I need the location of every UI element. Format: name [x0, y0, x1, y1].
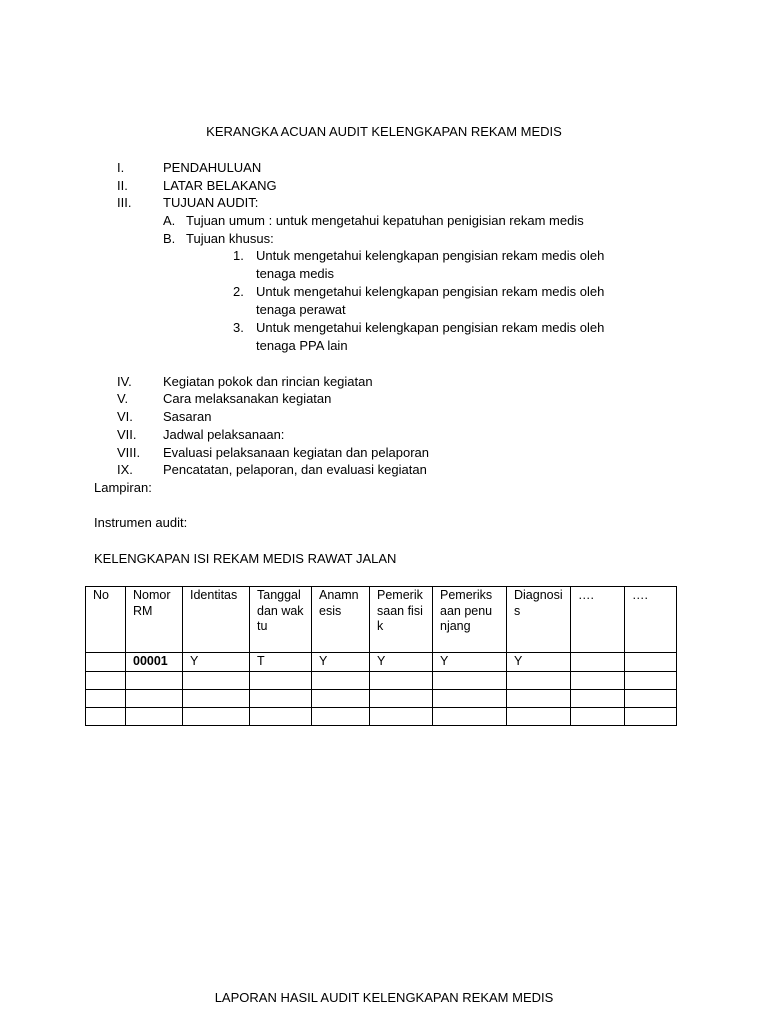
table-cell [507, 707, 571, 725]
footer-title: LAPORAN HASIL AUDIT KELENGKAPAN REKAM MEDIS [214, 990, 554, 1005]
list-number: 3. [233, 320, 244, 335]
table-cell [126, 689, 183, 707]
table-cell [86, 671, 126, 689]
table-cell [370, 707, 433, 725]
table-row [86, 671, 677, 689]
table-cell: Y [183, 653, 250, 672]
table-cell [86, 653, 126, 672]
table-cell: Y [312, 653, 370, 672]
section-number: IX. [117, 462, 133, 477]
section-heading: Sasaran [163, 409, 212, 424]
table-cell [571, 689, 625, 707]
list-item-line: Untuk mengetahui kelengkapan pengisian rekam medis oleh [256, 284, 605, 299]
section-heading: Pencatatan, pelaporan, dan evaluasi kegiatan [163, 462, 427, 477]
table-cell [250, 707, 312, 725]
table-cell [86, 707, 126, 725]
table-header-row [86, 587, 677, 653]
section-heading: PENDAHULUAN [163, 160, 262, 175]
section-number: I. [117, 160, 125, 175]
table-cell [625, 653, 677, 672]
column-header: Diagnosis [507, 587, 571, 653]
section-heading: LATAR BELAKANG [163, 178, 277, 193]
table-cell [625, 689, 677, 707]
table-cell [183, 671, 250, 689]
column-header: Pemeriksaan fisik [370, 587, 433, 653]
column-header: No [86, 587, 126, 653]
list-item-line: Untuk mengetahui kelengkapan pengisian rekam medis oleh [256, 320, 605, 335]
table-row [86, 689, 677, 707]
list-number: 1. [233, 248, 244, 263]
section-number: VII. [117, 427, 137, 442]
table-cell [433, 689, 507, 707]
section-number: V. [117, 391, 129, 406]
table-cell [183, 707, 250, 725]
table-cell: T [250, 653, 312, 672]
list-item-line: tenaga medis [256, 266, 335, 281]
table-row [86, 653, 677, 672]
table-cell [370, 671, 433, 689]
table-cell [370, 689, 433, 707]
lampiran-label: Lampiran: [94, 480, 152, 495]
list-item-line: tenaga PPA lain [256, 338, 348, 353]
table-cell [183, 689, 250, 707]
column-header: Identitas [183, 587, 250, 653]
section-heading: Kegiatan pokok dan rincian kegiatan [163, 374, 373, 389]
audit-table [85, 586, 677, 726]
table-cell [571, 653, 625, 672]
table-cell [571, 671, 625, 689]
instrumen-label: Instrumen audit: [94, 515, 188, 530]
list-item-line: tenaga perawat [256, 302, 346, 317]
table-cell [312, 689, 370, 707]
table-cell [625, 671, 677, 689]
section-number: III. [117, 195, 132, 210]
column-header: Tanggal dan waktu [250, 587, 312, 653]
table-cell [507, 671, 571, 689]
table-cell [250, 671, 312, 689]
table-cell: Y [507, 653, 571, 672]
document-title: KERANGKA ACUAN AUDIT KELENGKAPAN REKAM MEDIS [206, 124, 562, 139]
list-letter: B. [163, 231, 176, 246]
table-cell [507, 689, 571, 707]
table-cell [571, 707, 625, 725]
section-number: VIII. [117, 445, 141, 460]
section-heading: Jadwal pelaksanaan: [163, 427, 285, 442]
section-number: VI. [117, 409, 133, 424]
column-header: Anamnesis [312, 587, 370, 653]
table-title: KELENGKAPAN ISI REKAM MEDIS RAWAT JALAN [94, 551, 397, 566]
table-cell: Y [433, 653, 507, 672]
section-number: IV. [117, 374, 132, 389]
section-heading: TUJUAN AUDIT: [163, 195, 259, 210]
table-cell [250, 689, 312, 707]
list-item-line: Untuk mengetahui kelengkapan pengisian rekam medis oleh [256, 248, 605, 263]
table-cell [312, 671, 370, 689]
table-cell [126, 707, 183, 725]
section-number: II. [117, 178, 128, 193]
table-cell: 00001 [126, 653, 183, 672]
list-letter: A. [163, 213, 176, 228]
section-heading: Cara melaksanakan kegiatan [163, 391, 332, 406]
column-header: …. [625, 587, 677, 653]
table-row [86, 707, 677, 725]
table-cell [433, 671, 507, 689]
table-cell [86, 689, 126, 707]
table-cell [126, 671, 183, 689]
table-cell [625, 707, 677, 725]
column-header: Nomor RM [126, 587, 183, 653]
tujuan-umum: Tujuan umum : untuk mengetahui kepatuhan penigisian rekam medis [186, 213, 584, 228]
table-cell: Y [370, 653, 433, 672]
table-cell [312, 707, 370, 725]
list-number: 2. [233, 284, 244, 299]
table-cell [433, 707, 507, 725]
column-header: …. [571, 587, 625, 653]
tujuan-khusus: Tujuan khusus: [186, 231, 274, 246]
section-heading: Evaluasi pelaksanaan kegiatan dan pelaporan [163, 445, 429, 460]
column-header: Pemeriksaan penunjang [433, 587, 507, 653]
